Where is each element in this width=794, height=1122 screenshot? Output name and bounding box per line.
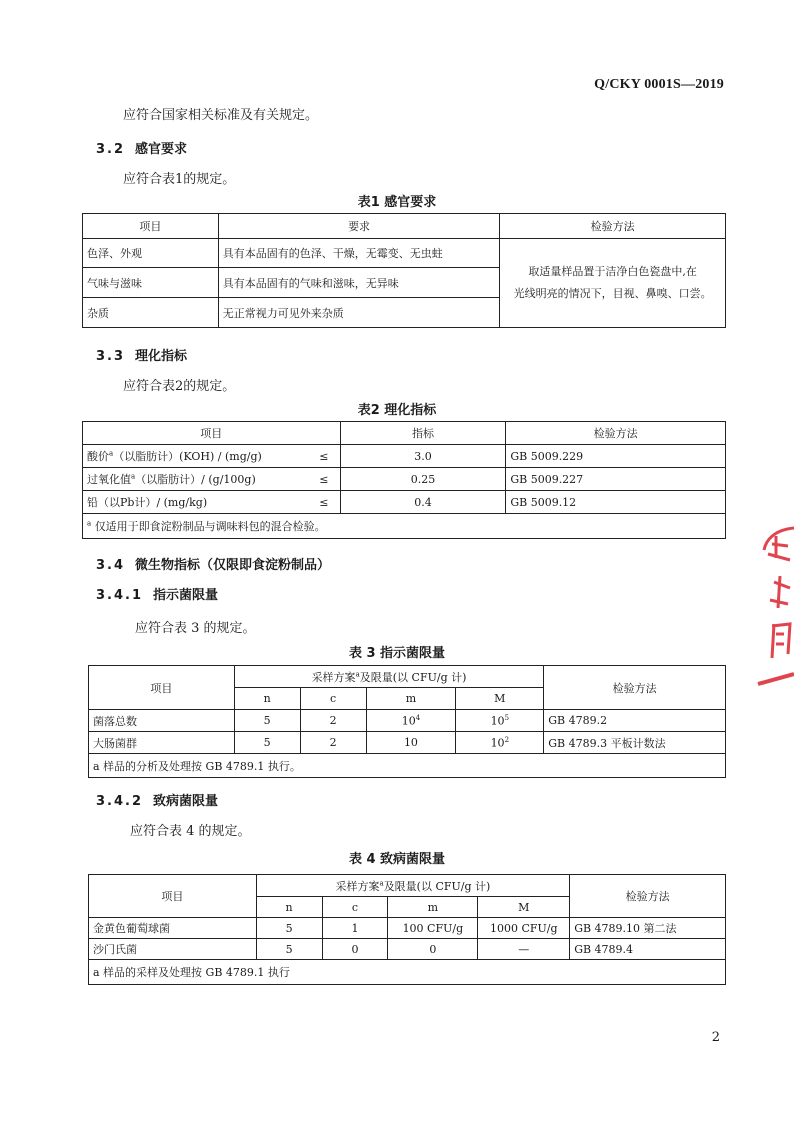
table1-header-req: 要求 (218, 214, 500, 239)
table2-physicochemical (82, 421, 726, 539)
table2-method: GB 5009.227 (506, 468, 726, 491)
section-3-4-2-heading (96, 790, 218, 809)
table3-header-method: 检验方法 (544, 666, 726, 710)
table3-method: GB 4789.3 平板计数法 (544, 732, 726, 754)
section-title: 微生物指标（仅限即食淀粉制品） (135, 558, 331, 573)
table1-req: 具有本品固有的色泽、干燥，无霉变、无虫蛀 (218, 239, 500, 268)
table2-header-item: 项目 (83, 422, 341, 445)
table4-sub-m: m (388, 897, 478, 918)
table4-n: 5 (256, 939, 322, 960)
table2-operator: ≤ (308, 468, 340, 491)
table2-header-index: 指标 (340, 422, 506, 445)
table3-m: $10^4$ (366, 710, 456, 732)
table1-method-line1: 取适量样品置于洁净白色瓷盘中,在 (528, 265, 697, 278)
section-number: 3.2 (96, 142, 126, 157)
table4-c: 0 (322, 939, 388, 960)
table-row (89, 960, 726, 985)
table4-M: 1000 CFU/g (478, 918, 570, 939)
table1-method-line2: 光线明亮的情况下，目视、鼻嗅、口尝。 (513, 287, 712, 300)
table-row (89, 939, 726, 960)
table-row (83, 445, 726, 468)
table1-req: 无正常视力可见外来杂质 (218, 298, 500, 328)
table4-header-method: 检验方法 (570, 875, 726, 918)
table2-method: GB 5009.229 (506, 445, 726, 468)
table3-sub-c: c (300, 688, 366, 710)
table3-c: 2 (300, 732, 366, 754)
intro-line: 应符合国家相关标准及有关规定。 (123, 108, 319, 123)
table2-method: GB 5009.12 (506, 491, 726, 514)
table4-reference: 应符合表 4 的规定。 (130, 824, 251, 839)
table3-M: $10^5$ (456, 710, 544, 732)
table4-sub-c: c (322, 897, 388, 918)
table1-item: 气味与滋味 (83, 268, 219, 298)
table1-sensory (82, 213, 726, 328)
table1-method (500, 239, 726, 328)
table2-operator: ≤ (308, 445, 340, 468)
table3-c: 2 (300, 710, 366, 732)
table-row (83, 514, 726, 539)
table-row (89, 732, 726, 754)
table3-reference: 应符合表 3 的规定。 (135, 621, 256, 636)
table2-operator: ≤ (308, 491, 340, 514)
table4-pathogens (88, 874, 726, 985)
table4-sub-n: n (256, 897, 322, 918)
section-3-2-heading (96, 138, 187, 157)
table3-caption: 表 3 指示菌限量 (348, 646, 446, 661)
section-number: 3.4.1 (96, 588, 144, 603)
table-row (83, 468, 726, 491)
section-title: 理化指标 (135, 349, 188, 364)
table4-sub-M: M (478, 897, 570, 918)
table-row (89, 918, 726, 939)
table4-m: 0 (388, 939, 478, 960)
table4-item: 沙门氏菌 (89, 939, 257, 960)
table3-sub-m: m (366, 688, 456, 710)
table2-caption: 表2 理化指标 (357, 403, 437, 418)
table-row (83, 491, 726, 514)
section-title: 指示菌限量 (153, 588, 219, 603)
table1-header-method: 检验方法 (500, 214, 726, 239)
table-row (89, 754, 726, 778)
table1-item: 色泽、外观 (83, 239, 219, 268)
table3-item: 大肠菌群 (89, 732, 235, 754)
section-number: 3.4 (96, 558, 126, 573)
table4-M: — (478, 939, 570, 960)
table3-indicator-bacteria (88, 665, 726, 778)
table3-item: 菌落总数 (89, 710, 235, 732)
doc-code-header: Q/CKY 0001S—2019 (594, 77, 724, 92)
section-3-4-heading (96, 554, 330, 573)
table4-caption: 表 4 致病菌限量 (348, 852, 446, 867)
table2-value: 0.25 (340, 468, 506, 491)
table2-value: 3.0 (340, 445, 506, 468)
table2-footnote: $^a$ 仅适用于即食淀粉制品与调味料包的混合检验。 (83, 514, 726, 539)
section-number: 3.4.2 (96, 794, 144, 809)
table-row (83, 239, 726, 268)
table3-sub-M: M (456, 688, 544, 710)
table3-method: GB 4789.2 (544, 710, 726, 732)
table1-caption: 表1 感官要求 (357, 195, 437, 210)
table1-req: 具有本品固有的气味和滋味，无异味 (218, 268, 500, 298)
table2-value: 0.4 (340, 491, 506, 514)
table3-footnote: a 样品的分析及处理按 GB 4789.1 执行。 (89, 754, 726, 778)
table4-header-plan: 采样方案$^a$及限量(以 CFU/g 计) (256, 875, 570, 897)
table3-n: 5 (234, 710, 300, 732)
table3-header-plan: 采样方案$^a$及限量(以 CFU/g 计) (234, 666, 544, 688)
table3-n: 5 (234, 732, 300, 754)
table2-item: 铅（以Pb计）/ (mg/kg) (83, 491, 309, 514)
table4-method: GB 4789.4 (570, 939, 726, 960)
table4-item: 金黄色葡萄球菌 (89, 918, 257, 939)
table4-n: 5 (256, 918, 322, 939)
table-row (89, 710, 726, 732)
table4-c: 1 (322, 918, 388, 939)
section-title: 感官要求 (135, 142, 188, 157)
table2-item: 酸价$^a$（以脂肪计）(KOH) / (mg/g) (83, 445, 309, 468)
section-title: 致病菌限量 (153, 794, 219, 809)
table4-method: GB 4789.10 第二法 (570, 918, 726, 939)
table1-reference: 应符合表1的规定。 (123, 172, 236, 187)
table4-footnote: a 样品的采样及处理按 GB 4789.1 执行 (89, 960, 726, 985)
page-number: 2 (711, 1030, 720, 1045)
table3-M: $10^2$ (456, 732, 544, 754)
table3-m: 10 (366, 732, 456, 754)
red-seal-stamp-icon (754, 524, 794, 694)
table4-header-item: 项目 (89, 875, 257, 918)
table4-m: 100 CFU/g (388, 918, 478, 939)
table1-item: 杂质 (83, 298, 219, 328)
table2-header-method: 检验方法 (506, 422, 726, 445)
section-3-3-heading (96, 345, 187, 364)
table3-header-item: 项目 (89, 666, 235, 710)
table3-sub-n: n (234, 688, 300, 710)
table2-item: 过氧化值$^a$（以脂肪计）/ (g/100g) (83, 468, 309, 491)
section-number: 3.3 (96, 349, 126, 364)
section-3-4-1-heading (96, 584, 218, 603)
table1-header-item: 项目 (83, 214, 219, 239)
table2-reference: 应符合表2的规定。 (123, 379, 236, 394)
